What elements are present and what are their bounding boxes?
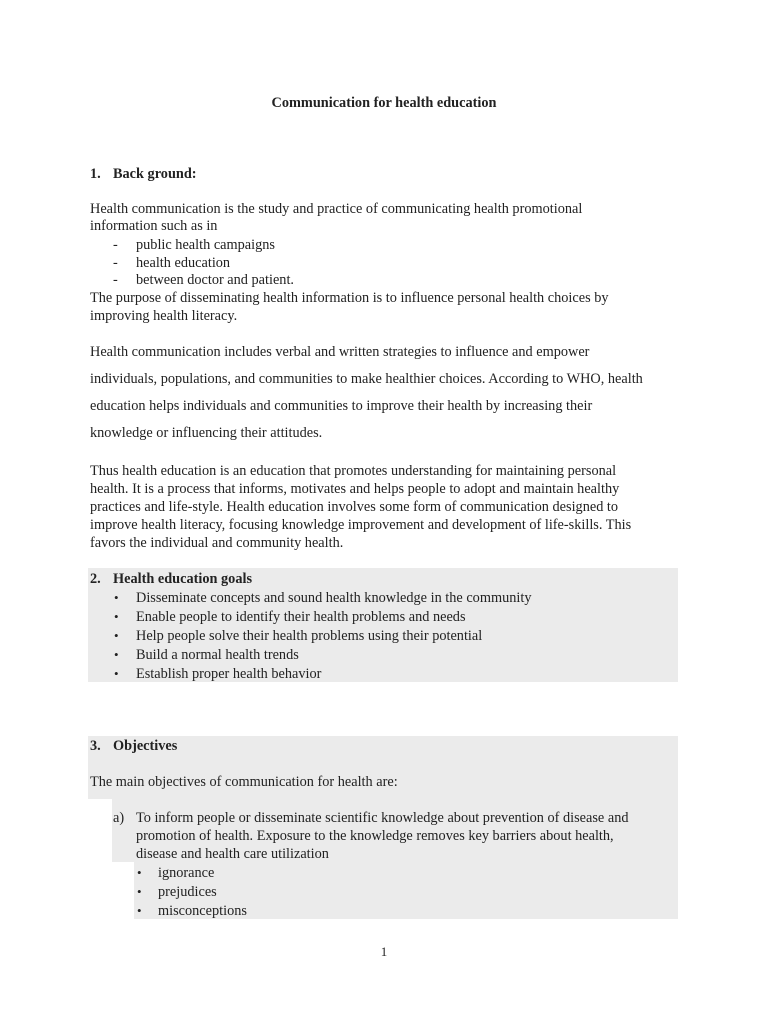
paragraph-line: individuals, populations, and communities to make healthier choices. According to WHO, health	[90, 371, 643, 387]
item-line: To inform people or disseminate scientific knowledge about prevention of disease and	[136, 810, 629, 826]
page-number: 1	[380, 944, 388, 959]
bullet-marker: •	[114, 647, 119, 662]
item-line: disease and health care utilization	[136, 846, 329, 862]
paragraph-line: Thus health education is an education that promotes understanding for maintaining personal	[90, 463, 617, 479]
list-item	[0, 646, 768, 664]
section1-number: 1.	[90, 166, 101, 182]
list-item-text: Establish proper health behavior	[136, 666, 322, 682]
dash-marker: -	[113, 237, 118, 253]
list-item-text: prejudices	[158, 884, 217, 900]
bullet-marker: •	[137, 884, 142, 899]
paragraph-line: knowledge or influencing their attitudes.	[90, 425, 323, 441]
paragraph-line: favors the individual and community health.	[90, 535, 344, 551]
section2-heading-text: Health education goals	[113, 571, 253, 587]
page-title: Communication for health education	[271, 95, 497, 111]
section3-heading-text: Objectives	[113, 738, 178, 754]
bullet-marker: •	[114, 590, 119, 605]
purpose-line: The purpose of disseminating health information is to influence personal health choices by	[90, 290, 609, 306]
list-item	[0, 254, 768, 272]
section3-intro: The main objectives of communication for health are:	[90, 774, 398, 790]
list-item	[0, 864, 768, 882]
list-item-text: Build a normal health trends	[136, 647, 299, 663]
list-item-text: public health campaigns	[136, 237, 275, 253]
list-item	[0, 236, 768, 254]
paragraph-line: improve health literacy, focusing knowledge improvement and development of life-skills. This	[90, 517, 632, 533]
list-item	[0, 589, 768, 607]
list-item	[0, 608, 768, 626]
list-item-text: between doctor and patient.	[136, 272, 294, 288]
list-item	[0, 883, 768, 901]
list-item	[0, 665, 768, 683]
dash-marker: -	[113, 272, 118, 288]
list-item	[0, 902, 768, 920]
bullet-marker: •	[137, 865, 142, 880]
paragraph-line: practices and life-style. Health education involves some form of communication designed to	[90, 499, 619, 515]
item-marker: a)	[113, 810, 125, 826]
paragraph-line: Health communication includes verbal and written strategies to influence and empower	[90, 344, 590, 360]
list-item-text: Disseminate concepts and sound health knowledge in the community	[136, 590, 532, 606]
section1-intro-line: Health communication is the study and practice of communicating health promotional	[90, 201, 583, 217]
list-item-text: misconceptions	[158, 903, 247, 919]
list-item	[0, 271, 768, 289]
list-item-text: Help people solve their health problems using their potential	[136, 628, 483, 644]
section1-intro-line: information such as in	[90, 218, 218, 234]
bullet-marker: •	[114, 628, 119, 643]
item-line: promotion of health. Exposure to the knowledge removes key barriers about health,	[136, 828, 614, 844]
section2-number: 2.	[90, 571, 101, 587]
list-item	[0, 627, 768, 645]
list-item-text: ignorance	[158, 865, 215, 881]
dash-marker: -	[113, 255, 118, 271]
bullet-marker: •	[137, 903, 142, 918]
section2-heading	[90, 570, 252, 588]
paragraph-line: education helps individuals and communities to improve their health by increasing their	[90, 398, 593, 414]
list-item-text: health education	[136, 255, 231, 271]
paragraph-line: health. It is a process that informs, motivates and helps people to adopt and maintain healthy	[90, 481, 620, 497]
purpose-line: improving health literacy.	[90, 308, 238, 324]
bullet-marker: •	[114, 666, 119, 681]
section3-number: 3.	[90, 738, 101, 754]
list-item-text: Enable people to identify their health problems and needs	[136, 609, 466, 625]
bullet-marker: •	[114, 609, 119, 624]
section1-heading	[90, 165, 197, 183]
section3-heading	[90, 737, 177, 755]
section1-heading-text: Back ground:	[113, 166, 197, 182]
